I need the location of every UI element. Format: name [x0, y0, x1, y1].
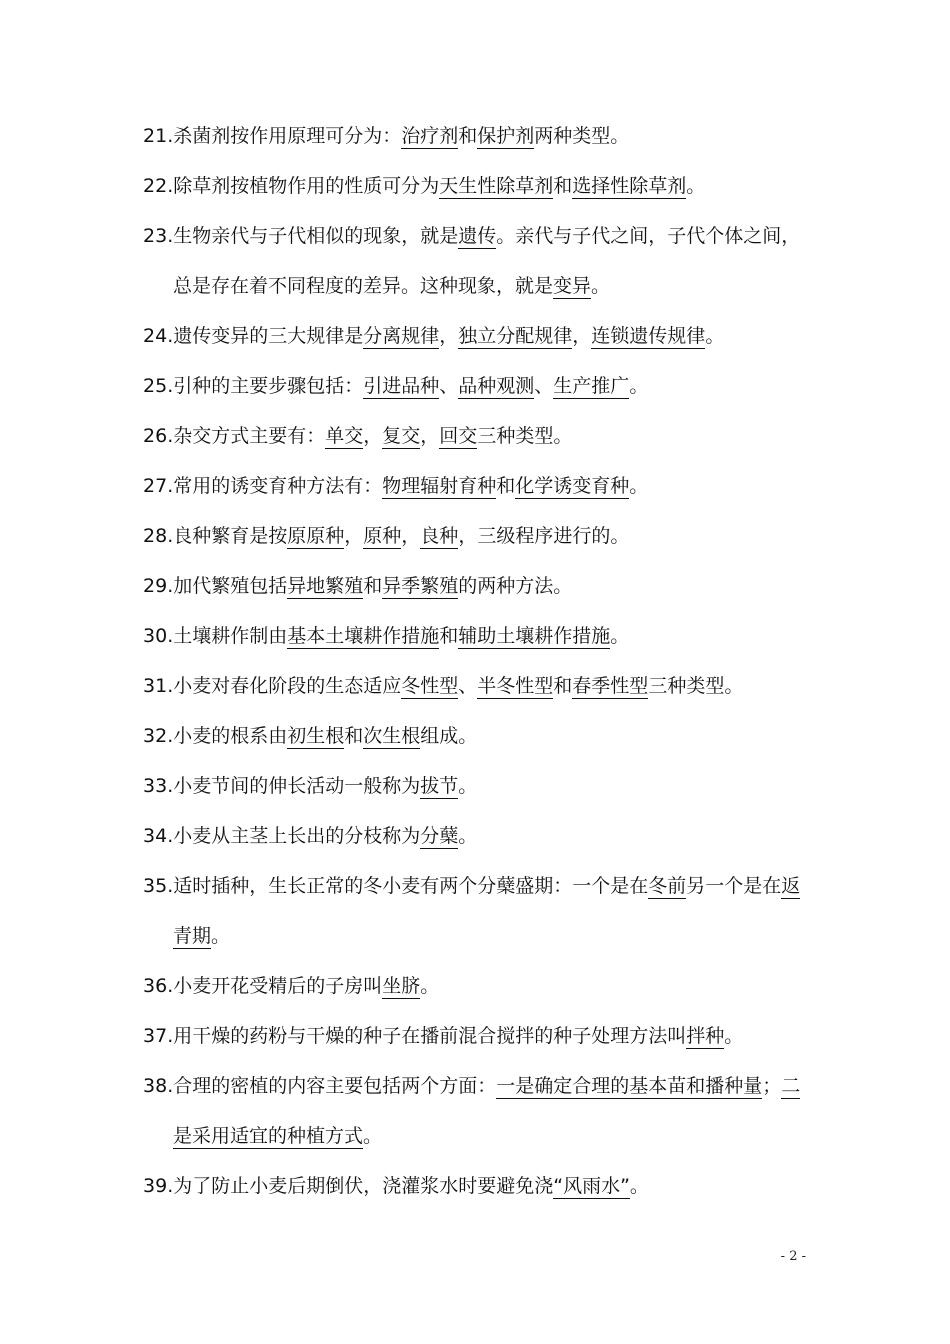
- question-line: [143, 1016, 813, 1066]
- question-number: 27: [143, 475, 168, 497]
- question-line: [143, 1066, 813, 1116]
- question-text: .常用的诱变育种方法有：: [167, 475, 383, 497]
- question-text: 。: [629, 1175, 649, 1197]
- question-number: 34: [143, 825, 168, 847]
- answer-text: 冬性型: [401, 675, 459, 697]
- question-line: [143, 716, 813, 766]
- answer-text: 品种观测: [458, 375, 535, 397]
- answer-text: 是采用适宜的种植方式: [173, 1125, 364, 1147]
- answer-text: 初生根: [287, 725, 345, 747]
- question-number: 29: [143, 575, 168, 597]
- question-text: .遗传变异的三大规律是: [167, 325, 364, 347]
- answer-text: 青期: [173, 925, 212, 947]
- answer-text: 拔节: [420, 775, 459, 797]
- answer-text: “风雨水”: [553, 1175, 630, 1197]
- question-text: .小麦开花受精后的子房叫: [167, 975, 383, 997]
- question-continuation-line: [143, 1116, 813, 1166]
- question-text: .杀菌剂按作用原理可分为：: [167, 125, 402, 147]
- answer-text: 坐脐: [382, 975, 421, 997]
- question-text: 两种类型。: [534, 125, 630, 147]
- question-number: 22: [143, 175, 168, 197]
- answer-text: 次生根: [363, 725, 421, 747]
- question-number: 30: [143, 625, 168, 647]
- question-text: .小麦从主茎上长出的分枝称为: [167, 825, 421, 847]
- question-text: 三种类型。: [648, 675, 744, 697]
- question-item: [143, 166, 813, 216]
- question-text: 的两种方法。: [458, 575, 573, 597]
- answer-text: 回交: [439, 425, 478, 447]
- question-number: 21: [143, 125, 168, 147]
- question-text: .用干燥的药粉与干燥的种子在播前混合搅拌的种子处理方法叫: [167, 1025, 687, 1047]
- question-text: ，: [344, 525, 364, 547]
- question-number: 38: [143, 1075, 168, 1097]
- question-item: [143, 866, 813, 966]
- question-line: [143, 366, 813, 416]
- question-text: .小麦的根系由: [167, 725, 288, 747]
- answer-text: 遗传: [458, 225, 497, 247]
- question-item: [143, 366, 813, 416]
- question-text: .为了防止小麦后期倒伏，浇灌浆水时要避免浇: [167, 1175, 554, 1197]
- question-text: 。: [363, 1125, 383, 1147]
- question-item: [143, 1166, 813, 1216]
- question-text: 。: [591, 275, 611, 297]
- question-number: 37: [143, 1025, 168, 1047]
- question-text: 。: [629, 375, 649, 397]
- question-item: [143, 766, 813, 816]
- answer-text: 拌种: [686, 1025, 725, 1047]
- question-line: [143, 966, 813, 1016]
- question-text: 。: [686, 175, 706, 197]
- question-line: [143, 566, 813, 616]
- question-text: 和: [553, 675, 573, 697]
- question-text: 。: [610, 625, 630, 647]
- answer-text: 良种: [420, 525, 459, 547]
- answer-text: 半冬性型: [477, 675, 554, 697]
- question-line: [143, 166, 813, 216]
- question-item: [143, 816, 813, 866]
- question-text: 和: [344, 725, 364, 747]
- answer-text: 单交: [325, 425, 364, 447]
- answer-text: 分蘖: [420, 825, 459, 847]
- answer-text: 复交: [382, 425, 421, 447]
- answer-text: 一是确定合理的基本苗和播种量: [496, 1075, 763, 1097]
- question-text: 。: [420, 975, 440, 997]
- question-text: .除草剂按植物作用的性质可分为: [167, 175, 440, 197]
- question-text: .小麦对春化阶段的生态适应: [167, 675, 402, 697]
- question-text: .引种的主要步骤包括：: [167, 375, 364, 397]
- question-text: .生物亲代与子代相似的现象，就是: [167, 225, 459, 247]
- question-text: ，三级程序进行的。: [458, 525, 630, 547]
- question-number: 31: [143, 675, 168, 697]
- question-number: 25: [143, 375, 168, 397]
- question-text: 、: [458, 675, 478, 697]
- answer-text: 冬前: [648, 875, 687, 897]
- question-item: [143, 216, 813, 316]
- question-text: 组成。: [420, 725, 478, 747]
- question-text: 和: [458, 125, 478, 147]
- question-text: 三种类型。: [477, 425, 573, 447]
- answer-text: 异季繁殖: [382, 575, 459, 597]
- question-text: 总是存在着不同程度的差异。这种现象，就是: [173, 275, 554, 297]
- question-line: [143, 616, 813, 666]
- question-text: 。: [211, 925, 231, 947]
- question-text: 和: [439, 625, 459, 647]
- question-number: 26: [143, 425, 168, 447]
- question-text: .适时插种，生长正常的冬小麦有两个分蘖盛期：一个是在: [167, 875, 649, 897]
- answer-text: 物理辐射育种: [382, 475, 497, 497]
- question-item: [143, 1016, 813, 1066]
- question-item: [143, 966, 813, 1016]
- question-item: [143, 566, 813, 616]
- answer-text: 生产推广: [553, 375, 630, 397]
- answer-text: 天生性除草剂: [439, 175, 554, 197]
- question-line: [143, 866, 813, 916]
- question-number: 24: [143, 325, 168, 347]
- question-item: [143, 516, 813, 566]
- question-continuation-line: [143, 916, 813, 966]
- question-line: [143, 316, 813, 366]
- question-text: ，: [401, 525, 421, 547]
- answer-text: 化学诱变育种: [515, 475, 630, 497]
- answer-text: 连锁遗传规律: [591, 325, 706, 347]
- answer-text: 辅助土壤耕作措施: [458, 625, 611, 647]
- question-line: [143, 1166, 813, 1216]
- question-number: 33: [143, 775, 168, 797]
- answer-text: 引进品种: [363, 375, 440, 397]
- question-text: 。: [724, 1025, 744, 1047]
- question-text: 和: [553, 175, 573, 197]
- question-text: 、: [534, 375, 554, 397]
- question-text: 另一个是在: [686, 875, 782, 897]
- question-item: [143, 666, 813, 716]
- answer-text: 变异: [553, 275, 592, 297]
- answer-text: 原原种: [287, 525, 345, 547]
- question-item: [143, 116, 813, 166]
- question-line: [143, 116, 813, 166]
- question-text: ，: [572, 325, 592, 347]
- question-text: 、: [439, 375, 459, 397]
- answer-text: 基本土壤耕作措施: [287, 625, 440, 647]
- answer-text: 选择性除草剂: [572, 175, 687, 197]
- answer-text: 异地繁殖: [287, 575, 364, 597]
- question-text: .良种繁育是按: [167, 525, 288, 547]
- question-text: .土壤耕作制由: [167, 625, 288, 647]
- question-text: 。: [705, 325, 725, 347]
- question-number: 23: [143, 225, 168, 247]
- question-text: .杂交方式主要有：: [167, 425, 326, 447]
- question-item: [143, 1066, 813, 1166]
- answer-text: 返: [781, 875, 801, 897]
- question-text: 和: [496, 475, 516, 497]
- answer-text: 治疗剂: [401, 125, 459, 147]
- question-text: ；: [762, 1075, 782, 1097]
- question-text: .合理的密植的内容主要包括两个方面：: [167, 1075, 497, 1097]
- question-line: [143, 666, 813, 716]
- question-item: [143, 466, 813, 516]
- answer-text: 原种: [363, 525, 402, 547]
- question-text: 和: [363, 575, 383, 597]
- question-item: [143, 616, 813, 666]
- question-list: [143, 116, 813, 1216]
- answer-text: 保护剂: [477, 125, 535, 147]
- question-text: 。: [458, 825, 478, 847]
- question-line: [143, 416, 813, 466]
- question-text: 。亲代与子代之间，子代个体之间，: [496, 225, 801, 247]
- question-item: [143, 316, 813, 366]
- question-text: 。: [458, 775, 478, 797]
- question-number: 36: [143, 975, 168, 997]
- question-item: [143, 716, 813, 766]
- question-text: .加代繁殖包括: [167, 575, 288, 597]
- question-number: 35: [143, 875, 168, 897]
- question-line: [143, 516, 813, 566]
- answer-text: 二: [781, 1075, 801, 1097]
- answer-text: 独立分配规律: [458, 325, 573, 347]
- question-line: [143, 816, 813, 866]
- question-number: 32: [143, 725, 168, 747]
- question-text: ，: [439, 325, 459, 347]
- question-number: 28: [143, 525, 168, 547]
- question-text: ，: [420, 425, 440, 447]
- page-number: - 2 -: [780, 1249, 806, 1264]
- question-text: 。: [629, 475, 649, 497]
- question-text: .小麦节间的伸长活动一般称为: [167, 775, 421, 797]
- question-text: ，: [363, 425, 383, 447]
- question-continuation-line: [143, 266, 813, 316]
- question-number: 39: [143, 1175, 168, 1197]
- question-line: [143, 766, 813, 816]
- question-item: [143, 416, 813, 466]
- question-line: [143, 216, 813, 266]
- answer-text: 分离规律: [363, 325, 440, 347]
- question-line: [143, 466, 813, 516]
- answer-text: 春季性型: [572, 675, 649, 697]
